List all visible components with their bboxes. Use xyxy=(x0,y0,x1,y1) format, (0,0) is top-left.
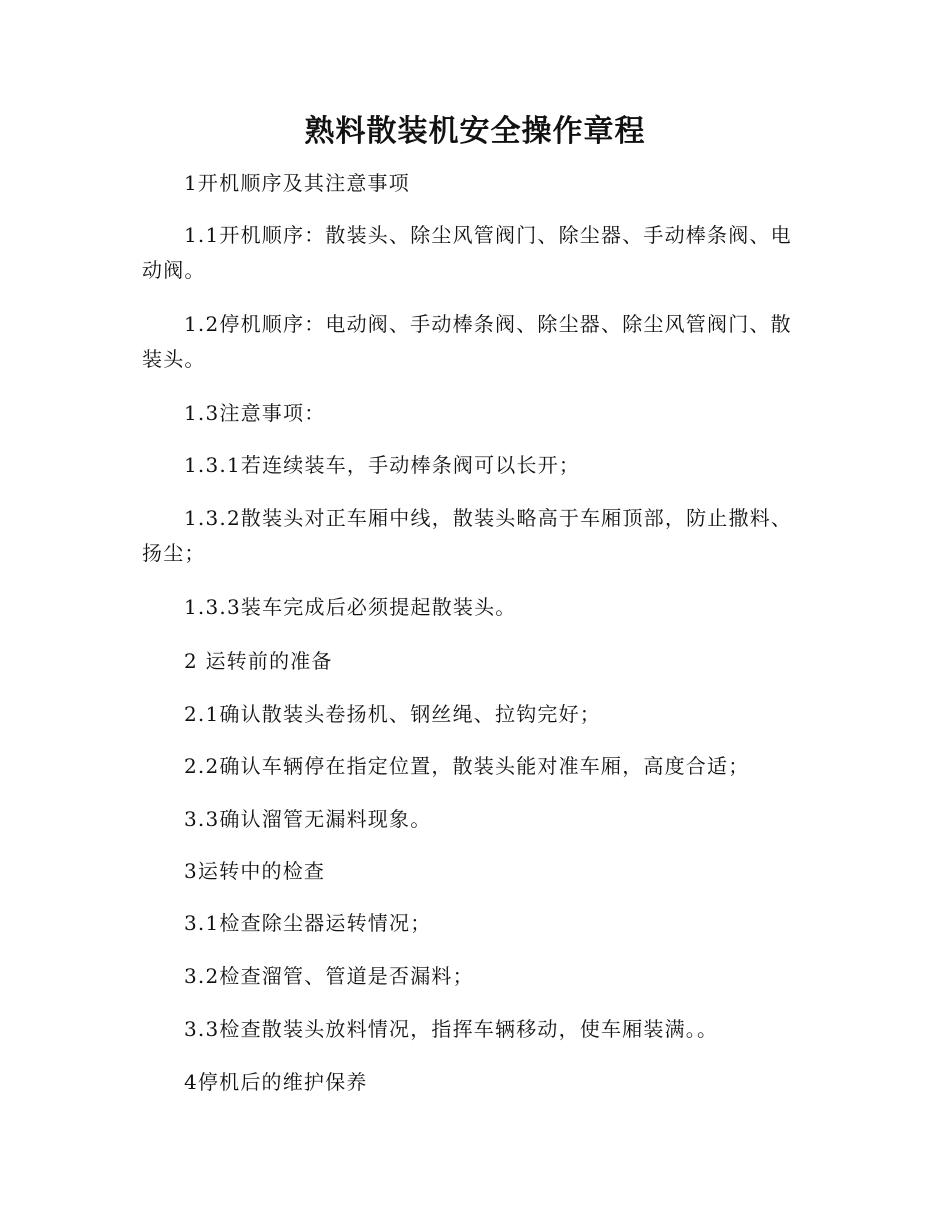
paragraph-1-3-1: 1.3.1若连续装车，手动棒条阀可以长开； xyxy=(184,453,581,477)
section-heading-1: 1开机顺序及其注意事项 xyxy=(184,171,410,195)
section-heading-4: 4停机后的维护保养 xyxy=(184,1070,368,1094)
document-title: 熟料散装机安全操作章程 xyxy=(304,114,646,149)
paragraph-3-2: 3.2检查溜管、管道是否漏料； xyxy=(184,964,474,988)
paragraph-3-1: 3.1检查除尘器运转情况； xyxy=(184,911,432,935)
paragraph-1-3-2: 1.3.2散装头对正车厢中线，散装头略高于车厢顶部，防止撒料、扬尘； xyxy=(142,506,793,565)
paragraph-2-2: 2.2确认车辆停在指定位置，散装头能对准车厢，高度合适； xyxy=(184,754,750,778)
paragraph-3-3: 3.3检查散装头放料情况，指挥车辆移动，使车厢装满。。 xyxy=(184,1017,719,1041)
paragraph-1-2: 1.2停机顺序：电动阀、手动棒条阀、除尘器、除尘风管阀门、散装头。 xyxy=(142,312,792,371)
paragraph-1-3: 1.3注意事项： xyxy=(184,401,326,425)
section-heading-3: 3运转中的检查 xyxy=(184,859,326,883)
paragraph-1-3-3: 1.3.3装车完成后必须提起散装头。 xyxy=(184,595,517,619)
section-heading-2: 2 运转前的准备 xyxy=(184,649,333,673)
paragraph-1-1: 1.1开机顺序：散装头、除尘风管阀门、除尘器、手动棒条阀、电动阀。 xyxy=(142,223,792,282)
paragraph-2-1: 2.1确认散装头卷扬机、钢丝绳、拉钩完好； xyxy=(184,702,602,726)
paragraph-3-3a: 3.3确认溜管无漏料现象。 xyxy=(184,807,432,831)
